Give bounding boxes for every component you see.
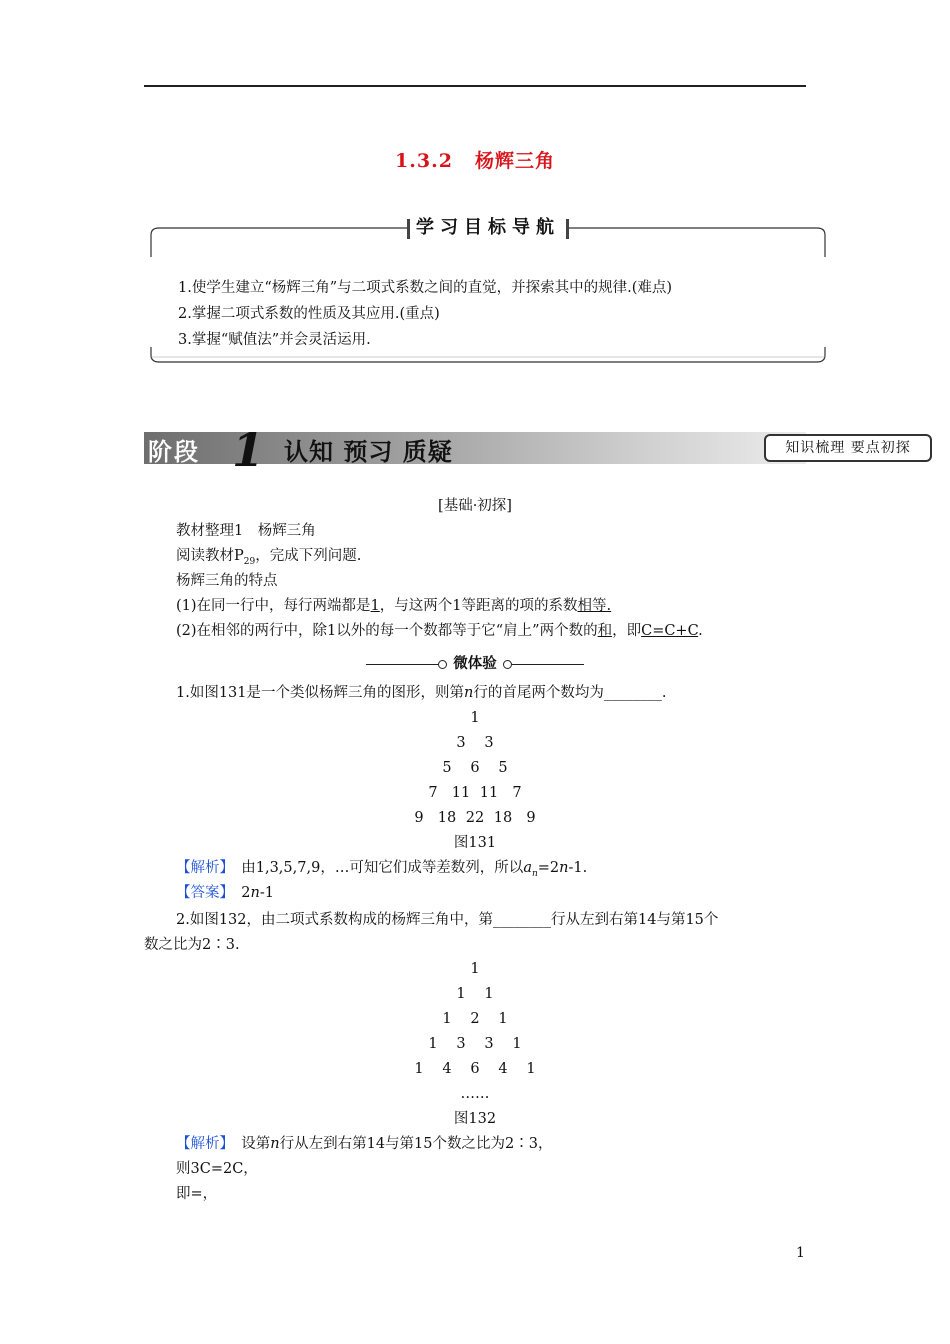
tri132-cell: 1 <box>526 1061 536 1077</box>
q1-analysis-sub: n <box>531 868 538 879</box>
tri132-cell: 1 <box>498 1011 508 1027</box>
goal-item-1: 1.使学生建立“杨辉三角”与二项式系数之间的直觉，并探索其中的规律.(难点) <box>178 280 673 296</box>
wei-divider <box>0 652 950 673</box>
tri132-ellipsis: …… <box>460 1086 490 1102</box>
f1-blank-1: 1 <box>370 598 380 614</box>
tri131-cell: 7 <box>512 785 522 801</box>
tri131-cell: 5 <box>498 760 508 776</box>
q2-then: 则3C=2C， <box>176 1161 258 1177</box>
goal-item-2: 2.掌握二项式系数的性质及其应用.(重点) <box>178 306 440 322</box>
wei-dot-right <box>503 660 512 669</box>
q1-post: 行的首尾两个数均为________. <box>473 685 667 701</box>
tri131-cell: 11 <box>479 785 499 801</box>
tri132-row-3 <box>0 1007 950 1032</box>
q1-answer-tag: 【答案】 <box>176 885 227 901</box>
stage-tag: 知识梳理 要点初探 <box>764 434 932 462</box>
tri132-cell: 1 <box>414 1061 424 1077</box>
goal-item-3: 3.掌握“赋值法”并会灵活运用. <box>178 332 371 348</box>
tri131-row-1 <box>0 706 950 731</box>
learning-goals-box <box>150 213 826 365</box>
q1-analysis-pre: 由1,3,5,7,9，…可知它们成等差数列，所以 <box>226 860 524 876</box>
q1-answer-n: n <box>250 885 260 901</box>
tri132-cell: 4 <box>442 1061 452 1077</box>
q1-analysis-n: n <box>559 860 569 876</box>
q2-ie: 即=， <box>176 1186 218 1202</box>
wei-label: 微体验 <box>453 656 497 672</box>
tri131-cell: 9 <box>414 810 424 826</box>
tri131-cell: 1 <box>470 710 480 726</box>
page-number: 1 <box>796 1245 805 1261</box>
tri132-row-4 <box>0 1032 950 1057</box>
goals-header-text: 学习目标导航 <box>410 213 566 239</box>
tri132-cell: 4 <box>498 1061 508 1077</box>
read-page-sub: 29 <box>243 556 256 567</box>
q1-analysis-post: -1. <box>568 860 588 876</box>
figure-131-caption: 图131 <box>453 835 497 851</box>
q2-analysis-post: 行从左到右第14与第15个数之比为2∶3， <box>279 1136 553 1152</box>
material-title: 教材整理1 杨辉三角 <box>176 523 316 539</box>
tri132-row-1 <box>0 957 950 982</box>
tri131-cell: 11 <box>451 785 471 801</box>
tri132-cell: 3 <box>484 1036 494 1052</box>
q1-analysis-a: a <box>523 860 532 876</box>
q1-answer <box>176 881 274 906</box>
f1-mid: ，与这两个1等距离的项的系数 <box>379 598 578 614</box>
feature-title: 杨辉三角的特点 <box>176 573 278 589</box>
tri131-cell: 3 <box>484 735 494 751</box>
tri132-cell: 1 <box>512 1036 522 1052</box>
top-rule <box>144 85 806 87</box>
tri132-row-2 <box>0 982 950 1007</box>
tri132-cell: 3 <box>456 1036 466 1052</box>
wei-line-left <box>366 664 438 665</box>
f2-blank-1: 和 <box>597 623 613 639</box>
feature-2 <box>176 619 703 644</box>
f2-end: . <box>698 623 703 639</box>
q2-analysis-pre: 设第 <box>226 1136 271 1152</box>
figure-132-caption: 图132 <box>453 1111 497 1127</box>
q1-answer-post: -1 <box>259 885 274 901</box>
f2-mid: ，即 <box>612 623 642 639</box>
basic-header: [基础·初探] <box>438 498 512 514</box>
tri132-cell: 1 <box>470 961 480 977</box>
tri132-cell: 1 <box>442 1011 452 1027</box>
wei-dot-left <box>438 660 447 669</box>
tri132-cell: 6 <box>470 1061 480 1077</box>
tri131-row-5 <box>0 806 950 831</box>
section-name: 杨辉三角 <box>474 150 555 172</box>
triangle-131 <box>0 706 950 856</box>
q2-line-2: 数之比为2∶3. <box>144 937 240 953</box>
q2-analysis-n: n <box>270 1136 280 1152</box>
f1-pre: (1)在同一行中，每行两端都是 <box>176 598 371 614</box>
tri131-cell: 22 <box>465 810 485 826</box>
triangle-132 <box>0 957 950 1132</box>
tri131-cell: 18 <box>437 810 457 826</box>
tri132-row-5 <box>0 1057 950 1082</box>
q2-line-1: 2.如图132，由二项式系数构成的杨辉三角中，第________行从左到右第14与第15个 <box>176 912 719 928</box>
read-post: ，完成下列问题. <box>255 548 362 564</box>
stage-label: 阶段 <box>148 438 200 466</box>
read-pre: 阅读教材P <box>176 548 244 564</box>
q1-answer-pre: 2 <box>226 885 251 901</box>
q1-pre: 1.如图131是一个类似杨辉三角的图形，则第 <box>176 685 465 701</box>
tri132-cell: 2 <box>470 1011 480 1027</box>
tri131-row-2 <box>0 731 950 756</box>
section-number: 1.3.2 <box>395 150 453 172</box>
stage-banner <box>144 423 911 477</box>
q1-var: n <box>464 685 474 701</box>
tri131-row-3 <box>0 756 950 781</box>
stage-number: 1 <box>232 423 265 477</box>
tri132-cell: 1 <box>428 1036 438 1052</box>
tri131-cell: 6 <box>470 760 480 776</box>
wei-line-right <box>512 664 584 665</box>
tri132-cell: 1 <box>484 986 494 1002</box>
goals-header <box>150 213 826 239</box>
q1-text <box>176 681 666 706</box>
tri131-cell: 5 <box>442 760 452 776</box>
goals-list <box>178 275 672 353</box>
q1-analysis-eq: =2 <box>537 860 560 876</box>
q2-analysis-tag: 【解析】 <box>176 1136 227 1152</box>
tri132-cell: 1 <box>456 986 466 1002</box>
tri131-cell: 9 <box>526 810 536 826</box>
stage-subtitle: 认知 预习 质疑 <box>284 438 453 466</box>
f2-pre: (2)在相邻的两行中，除1以外的每一个数都等于它“肩上”两个数的 <box>176 623 598 639</box>
tri131-cell: 18 <box>493 810 513 826</box>
tri131-cell: 3 <box>456 735 466 751</box>
f2-blank-2: C=C+C <box>641 623 699 639</box>
q1-analysis-tag: 【解析】 <box>176 860 227 876</box>
section-title <box>0 146 950 173</box>
header-bar-right <box>566 219 569 239</box>
feature-1 <box>176 594 611 619</box>
tri131-cell: 7 <box>428 785 438 801</box>
q2-analysis <box>176 1132 552 1157</box>
tri131-row-4 <box>0 781 950 806</box>
f1-blank-2: 相等. <box>577 598 612 614</box>
